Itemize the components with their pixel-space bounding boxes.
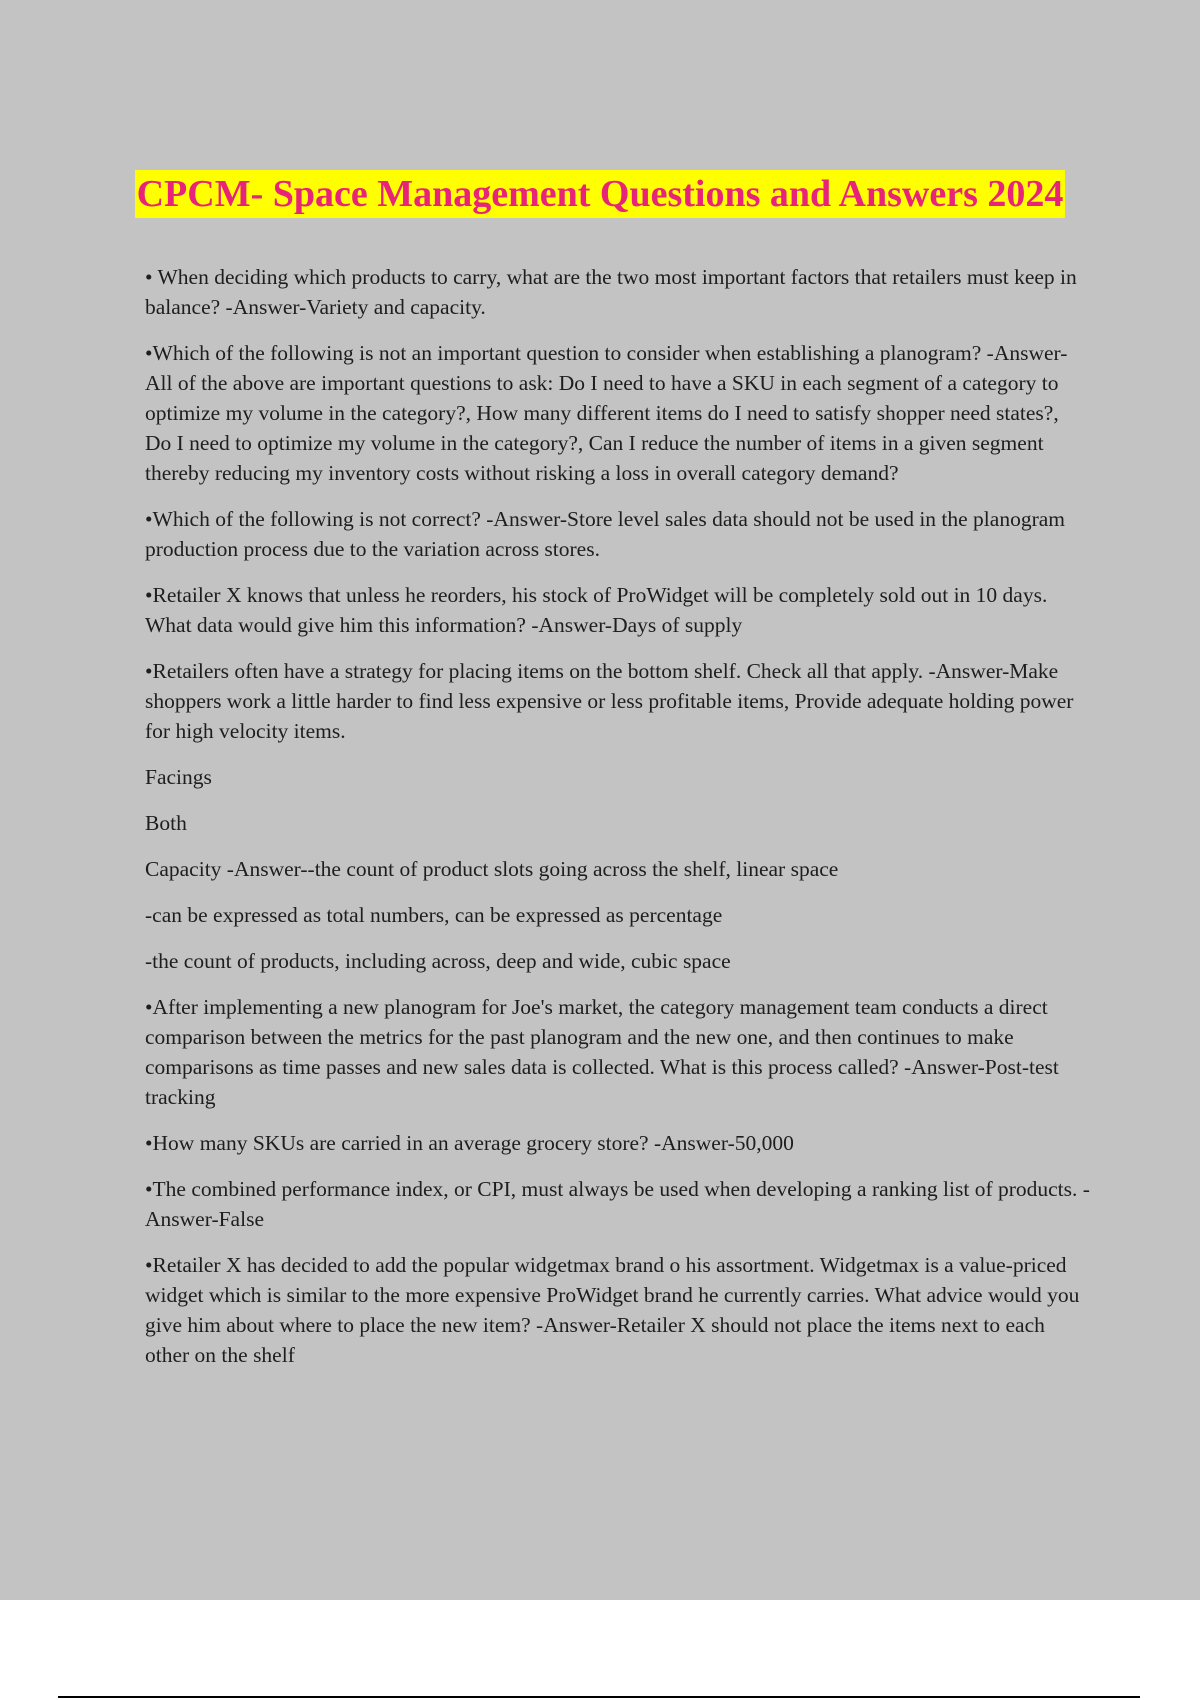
- qa-paragraph: •How many SKUs are carried in an average grocery store? -Answer-50,000: [145, 1131, 794, 1155]
- text-line: Both: [145, 811, 187, 835]
- qa-paragraph: •Retailer X knows that unless he reorders, his stock of ProWidget will be completely sold out in 10 days. What data would give him this information? -Answer-Days of supply: [145, 583, 1048, 637]
- qa-paragraph: •Which of the following is not correct? -Answer-Store level sales data should not be used in the planogram production process due to the variation across stores.: [145, 507, 1065, 561]
- document-body: [145, 262, 1090, 1386]
- qa-paragraph: •The combined performance index, or CPI, must always be used when developing a ranking list of products. -Answer-False: [145, 1177, 1090, 1231]
- qa-paragraph: • When deciding which products to carry, what are the two most important factors that retailers must keep in balance? -Answer-Variety and capacity.: [145, 265, 1077, 319]
- qa-paragraph: •After implementing a new planogram for Joe's market, the category management team conducts a direct comparison between the metrics for the past planogram and the new one, and then continues to make comparisons as time passes and new sales data is collected. What is this process called? -Answer-Post-test tracking: [145, 995, 1059, 1109]
- qa-paragraph: •Retailers often have a strategy for placing items on the bottom shelf. Check all that apply. -Answer-Make shoppers work a little harder to find less expensive or less profitable items, Provide adequate holding power for high velocity items.: [145, 659, 1074, 743]
- document-title: CPCM- Space Management Questions and Answers 2024: [135, 170, 1066, 218]
- qa-paragraph: •Which of the following is not an important question to consider when establishing a planogram? -Answer-All of the above are important questions to ask: Do I need to have a SKU in each segment of a category to optimize my volume in the category?, How many different items do I need to satisfy shopper need states?, Do I need to optimize my volume in the category?, Can I reduce the number of items in a given segment thereby reducing my inventory costs without risking a loss in overall category demand?: [145, 341, 1068, 485]
- text-line: Facings: [145, 765, 212, 789]
- qa-paragraph: •Retailer X has decided to add the popular widgetmax brand o his assortment. Widgetmax is a value-priced widget which is similar to the more expensive ProWidget brand he currently carries. What advice would you give him about where to place the new item? -Answer-Retailer X should not place the items next to each other on the shelf: [145, 1253, 1080, 1367]
- text-line: -the count of products, including across, deep and wide, cubic space: [145, 949, 731, 973]
- text-line: Capacity -Answer--the count of product slots going across the shelf, linear space: [145, 857, 839, 881]
- footer-divider: [58, 1696, 1140, 1698]
- title-container: [0, 170, 1200, 218]
- text-line: -can be expressed as total numbers, can be expressed as percentage: [145, 903, 723, 927]
